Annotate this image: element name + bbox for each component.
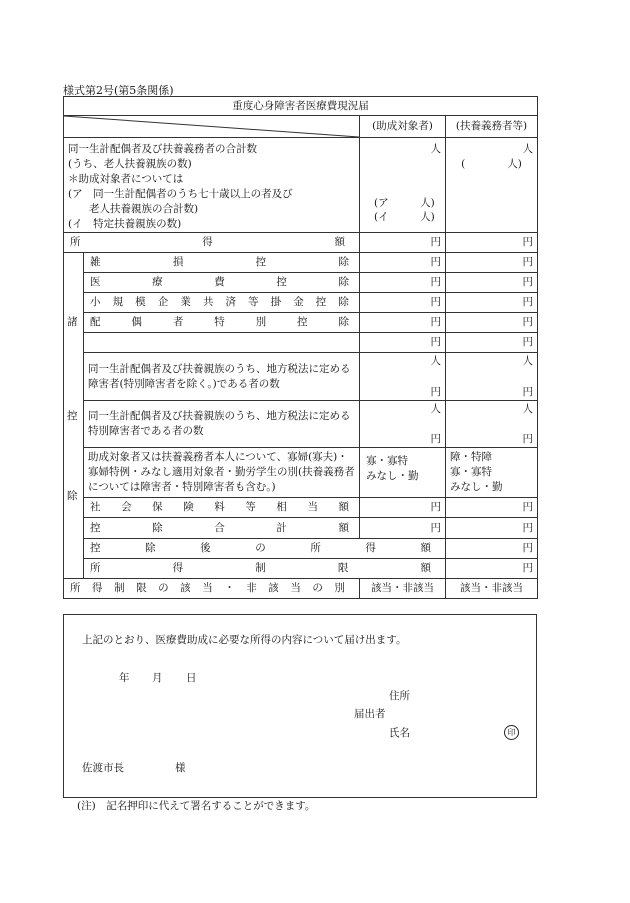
special-disabled-count-label: 同一生計配偶者及び扶養親族のうち、地方税法に定める特別障害者である者の数 — [84, 401, 360, 448]
total-deduction-label: 控 除 合 計 額 — [84, 518, 360, 539]
applicability-recipient-field[interactable]: 該当・非該当 — [360, 579, 446, 599]
declaration-box — [63, 614, 537, 798]
applicability-label: 所 得 制 限 の 該 当 ・ 非 該 当 の 別 — [64, 579, 360, 599]
medical-deduction-label: 医 療 費 控 除 — [84, 273, 360, 293]
applicability-supporter-field[interactable]: 該当・非該当 — [446, 579, 538, 599]
social-insurance-label: 社 会 保 険 料 等 相 当 額 — [84, 498, 360, 518]
spouse-supporter-field[interactable]: 円 — [446, 313, 538, 333]
honorific-label: 様 — [175, 762, 186, 774]
income-recipient-field[interactable]: 円 — [360, 233, 446, 253]
date-year-label: 年 — [119, 672, 130, 684]
dependents-recipient-field[interactable]: 人 (ア 人) (イ 人) — [360, 138, 446, 233]
income-label: 所 得 額 — [64, 233, 360, 253]
after-deduction-income-label: 控 除 後 の 所 得 額 — [84, 539, 446, 559]
spouse-recipient-field[interactable]: 円 — [360, 313, 446, 333]
total-deduction-recipient-field[interactable]: 円 — [360, 518, 446, 539]
column-header-supporter: (扶養義務者等) — [446, 116, 538, 138]
address-label: 住所 — [389, 690, 410, 702]
social-insurance-recipient-field[interactable]: 円 — [360, 498, 446, 518]
disabled-count-label: 同一生計配偶者及び扶養親族のうち、地方税法に定める障害者(特別障害者を除く。)である者の数 — [84, 353, 360, 401]
date-month-label: 月 — [152, 672, 163, 684]
blank-recipient-field[interactable]: 円 — [360, 333, 446, 353]
blank-supporter-field[interactable]: 円 — [446, 333, 538, 353]
income-limit-recipient-field[interactable]: 円 — [446, 559, 538, 579]
small-business-deduction-label: 小 規 模 企 業 共 済 等 掛 金 控 除 — [84, 293, 360, 313]
small-business-recipient-field[interactable]: 円 — [360, 293, 446, 313]
form-number: 様式第2号(第5条関係) — [63, 84, 174, 97]
misc-loss-deduction-label: 雑 損 控 除 — [84, 253, 360, 273]
dependents-supporter-field[interactable]: 人 ( 人) — [446, 138, 538, 233]
status-report-table — [63, 96, 538, 599]
name-label: 氏名 — [389, 727, 410, 739]
deductions-side-label: 諸 控 除 — [64, 253, 84, 579]
declaration-statement: 上記のとおり、医療費助成に必要な所得の内容について届け出ます。 — [82, 634, 407, 646]
form-title: 重度心身障害者医療費現況届 — [64, 97, 538, 116]
widow-supporter-field[interactable]: 障・特障 寡・寡特 みなし・勤 — [446, 448, 538, 498]
small-business-supporter-field[interactable]: 円 — [446, 293, 538, 313]
social-insurance-supporter-field[interactable]: 円 — [446, 498, 538, 518]
after-deduction-recipient-field[interactable]: 円 — [446, 539, 538, 559]
applicant-label: 届出者 — [354, 708, 386, 720]
special-disabled-recipient-field[interactable]: 人 円 — [360, 401, 446, 448]
special-disabled-supporter-field[interactable]: 人 円 — [446, 401, 538, 448]
disabled-supporter-field[interactable]: 人 円 — [446, 353, 538, 401]
spouse-special-deduction-label: 配 偶 者 特 別 控 除 — [84, 313, 360, 333]
date-day-label: 日 — [186, 672, 197, 684]
widow-recipient-field[interactable]: 寡・寡特 みなし・勤 — [360, 448, 446, 498]
column-header-recipient: (助成対象者) — [360, 116, 446, 138]
widow-category-label: 助成対象者又は扶養義務者本人について、寡婦(寡夫)・寡婦特例・みなし適用対象者・勤労学生の別(扶養義務者については障害者・特別障害者も含む。) — [84, 448, 360, 498]
disabled-recipient-field[interactable]: 人 円 — [360, 353, 446, 401]
footnote: (注) 記名押印に代えて署名することができます。 — [77, 800, 316, 812]
misc-loss-recipient-field[interactable]: 円 — [360, 253, 446, 273]
income-limit-label: 所 得 制 限 額 — [84, 559, 446, 579]
medical-supporter-field[interactable]: 円 — [446, 273, 538, 293]
diagonal-header-cell — [64, 116, 360, 138]
dependents-label: 同一生計配偶者及び扶養義務者の合計数 (うち、老人扶養親族の数) ＊助成対象者については (ア 同一生計配偶者のうち七十歳以上の者及び 老人扶養親族の合計数) (イ 特定扶養親族の数) — [64, 138, 360, 233]
addressee-label: 佐渡市長 — [82, 762, 124, 774]
blank-deduction-label — [84, 333, 360, 353]
medical-recipient-field[interactable]: 円 — [360, 273, 446, 293]
total-deduction-supporter-field[interactable]: 円 — [446, 518, 538, 539]
seal-mark: 印 — [504, 725, 519, 740]
misc-loss-supporter-field[interactable]: 円 — [446, 253, 538, 273]
income-supporter-field[interactable]: 円 — [446, 233, 538, 253]
